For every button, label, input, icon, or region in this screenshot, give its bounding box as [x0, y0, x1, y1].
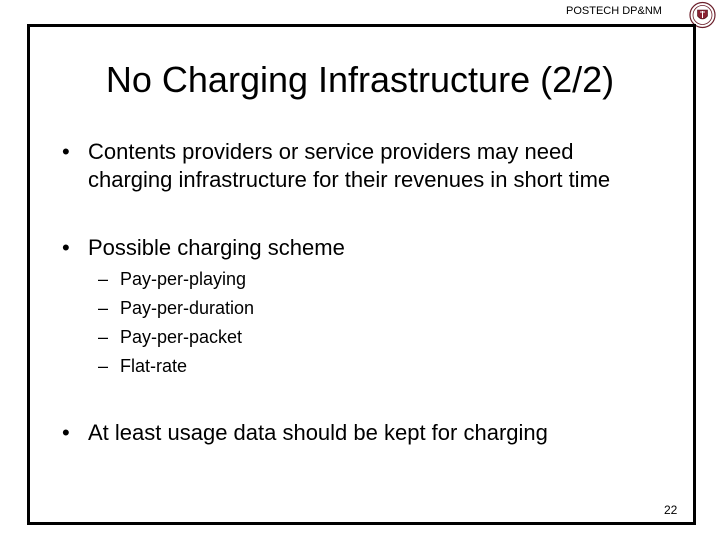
sub-bullet-marker: – — [98, 327, 109, 347]
sub-bullet-text: Pay-per-playing — [120, 269, 247, 289]
sub-bullet-text: Flat-rate — [120, 356, 188, 376]
sub-bullet-marker: – — [98, 298, 109, 318]
slide-title: No Charging Infrastructure (2/2) — [105, 59, 615, 100]
bullet-text: At least usage data should be kept for charging — [88, 420, 548, 445]
sub-bullet-text: Pay-per-packet — [120, 327, 243, 347]
bullet-text: Contents providers or service providers may need — [88, 139, 574, 164]
bullet-text: Possible charging scheme — [88, 235, 345, 260]
sub-bullet-marker: – — [98, 269, 109, 289]
sub-bullet-text: Pay-per-duration — [120, 298, 255, 318]
bullet-marker: • — [62, 139, 70, 164]
sub-bullet-marker: – — [98, 356, 109, 376]
bullet-text: charging infrastructure for their revenues in short time — [88, 167, 611, 192]
bullet-marker: • — [62, 235, 70, 260]
bullet-marker: • — [62, 420, 70, 445]
page-number: 22 — [664, 503, 678, 517]
header-org-label: POSTECH DP&NM — [566, 5, 662, 17]
